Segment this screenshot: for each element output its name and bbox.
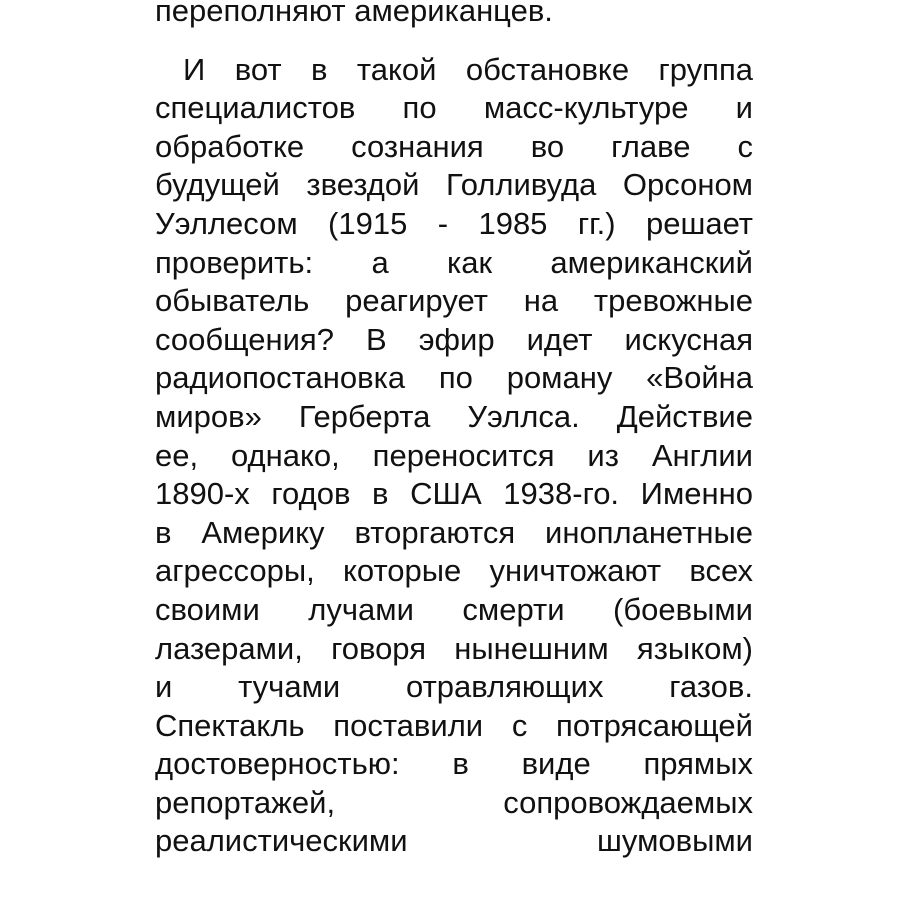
text-line: обыватель реагирует на тревожные	[155, 283, 753, 319]
text-line: репортажей, сопровождаемых	[155, 784, 753, 820]
text-line: радиопостановка по роману «Война	[155, 360, 753, 396]
text-line: миров» Герберта Уэллса. Действие	[155, 398, 753, 434]
text-line: достоверностью: в виде прямых	[155, 746, 753, 782]
text-line: переполняют американцев.	[155, 0, 553, 28]
text-line: проверить: а как американский	[155, 244, 753, 280]
text-line: в Америку вторгаются инопланетные	[155, 514, 753, 550]
text-line: агрессоры, которые уничтожают всех	[155, 553, 753, 589]
text-line: будущей звездой Голливуда Орсоном	[155, 167, 753, 203]
text-line: специалистов по масс-культуре и	[155, 90, 753, 126]
text-line: обработке сознания во главе с	[155, 128, 753, 164]
text-line: сообщения? В эфир идет искусная	[155, 321, 753, 357]
text-line: Спектакль поставили с потрясающей	[155, 707, 753, 743]
text-line: своими лучами смерти (боевыми	[155, 591, 753, 627]
text-line: ее, однако, переносится из Англии	[155, 437, 753, 473]
text-line: И вот в такой обстановке группа	[183, 51, 753, 87]
text-line: 1890-х годов в США 1938-го. Именно	[155, 476, 753, 512]
text-line: лазерами, говоря нынешним языком)	[155, 630, 753, 666]
text-line: Уэллесом (1915 - 1985 гг.) решает	[155, 205, 753, 241]
paragraph-gap	[155, 31, 753, 51]
text-line: и тучами отравляющих газов.	[155, 669, 753, 705]
text-line: реалистическими шумовыми	[155, 823, 753, 859]
text-column	[155, 0, 753, 861]
